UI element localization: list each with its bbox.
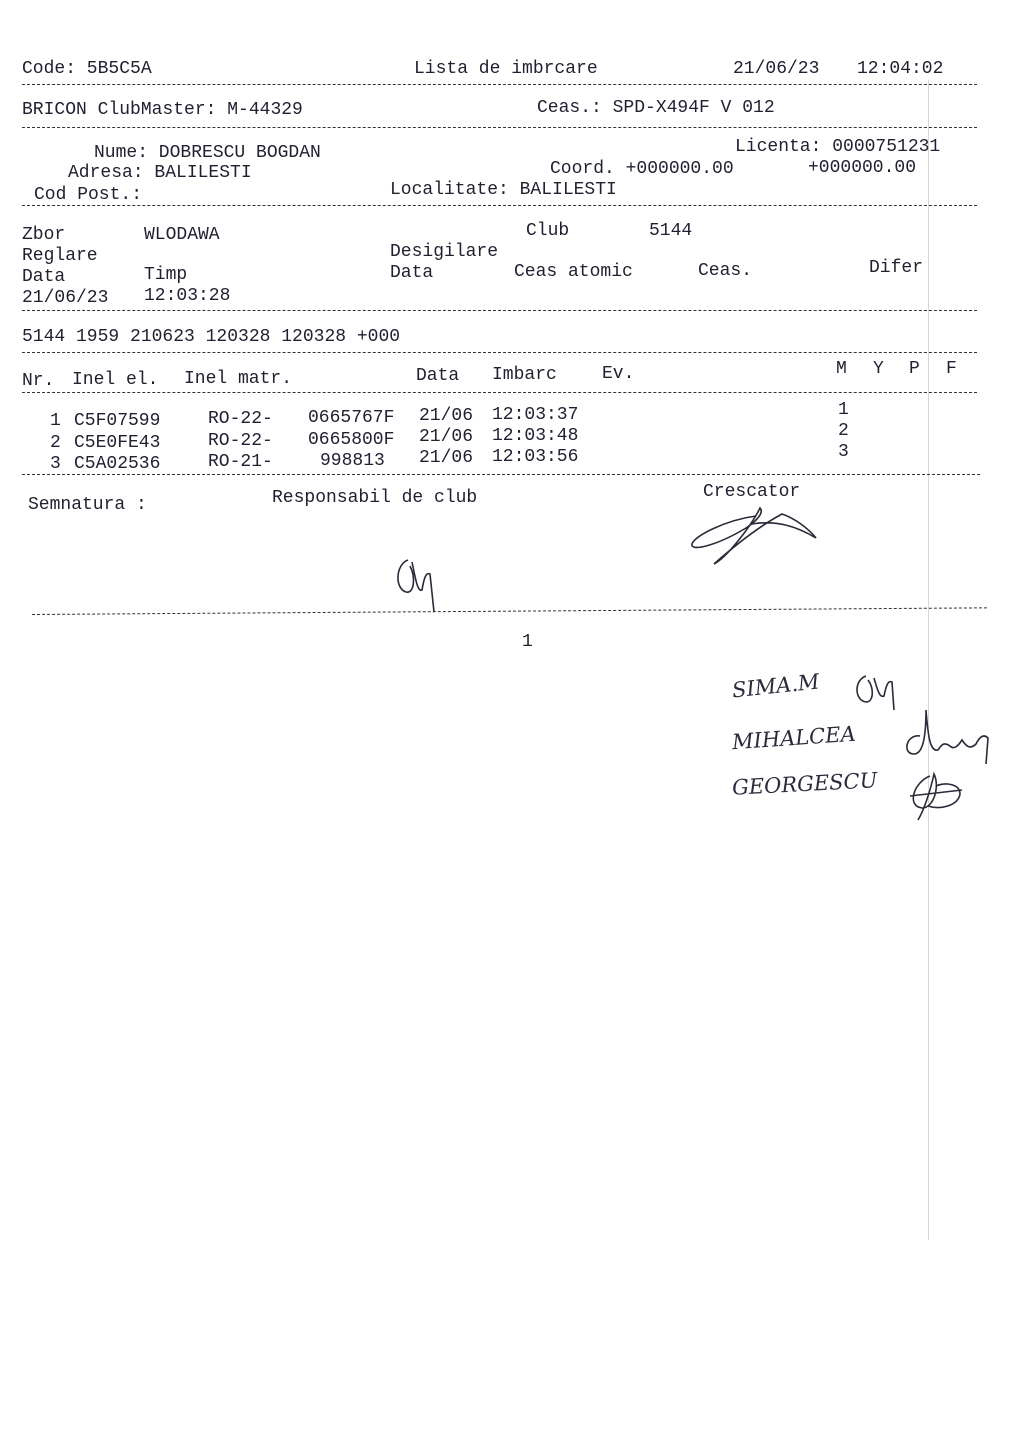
club-responsible-signature [392,552,452,627]
divider [32,607,987,615]
print-time: 12:04:02 [857,59,944,79]
handwritten-initials-2 [896,706,996,771]
row-time: 12:03:48 [492,426,579,446]
col-header-nr: Nr. [22,371,55,391]
row-series: RO-22- [208,409,273,429]
row-inel-el: C5E0FE43 [74,433,161,453]
row-date: 21/06 [419,406,474,426]
row-m: 2 [838,421,849,441]
club-responsible-label: Responsabil de club [272,488,478,508]
print-date: 21/06/23 [733,59,820,79]
owner-address: Adresa: BALILESTI [68,163,252,183]
owner-license: Licenta: 0000751231 [735,137,941,157]
row-series: RO-21- [208,452,273,472]
clock-label: Ceas. [698,261,753,281]
row-m: 3 [838,442,849,462]
col-header-imbarc: Imbarc [492,365,557,385]
flight-location: WLODAWA [144,225,220,245]
row-ring-number: 0665767F [308,408,395,428]
owner-coordinates-2: +000000.00 [808,158,917,178]
clock-id: Ceas.: SPD-X494F V 012 [537,98,775,118]
owner-coordinates: Coord. +000000.00 [550,159,734,179]
owner-locality: Localitate: BALILESTI [390,180,617,200]
document-title: Lista de imbrcare [414,59,598,79]
breeder-signature [686,498,826,583]
col-header-p: P [909,359,920,379]
divider [22,310,977,311]
col-header-f: F [946,359,957,379]
handwritten-initials-3 [900,766,970,831]
club-label: Club [526,221,570,241]
page-number: 1 [522,632,533,652]
row-date: 21/06 [419,448,474,468]
unseal-label: Desigilare [390,242,499,262]
setting-label: Reglare [22,246,98,266]
col-header-data: Data [416,366,460,386]
signature-label: Semnatura : [28,495,147,515]
document-code: Code: 5B5C5A [22,59,152,79]
clubmaster-id: BRICON ClubMaster: M-44329 [22,100,303,120]
col-header-y: Y [873,359,884,379]
divider [22,352,977,353]
divider [22,127,977,128]
row-series: RO-22- [208,431,273,451]
row-time: 12:03:56 [492,447,579,467]
date-label: Data [22,267,66,287]
row-date: 21/06 [419,427,474,447]
difference-label: Difer [869,258,924,278]
row-nr: 2 [50,433,61,453]
owner-name: Nume: DOBRESCU BOGDAN [94,143,321,163]
col-header-inel-matr: Inel matr. [184,369,293,389]
owner-postal-code: Cod Post.: [34,185,143,205]
row-ring-number: 0665800F [308,430,395,450]
row-nr: 3 [50,454,61,474]
setting-time: 12:03:28 [144,286,231,306]
handwritten-name-1: SIMA.M [730,669,821,703]
handwritten-name-2: MIHALCEA [731,721,857,755]
flight-label: Zbor [22,225,66,245]
row-inel-el: C5A02536 [74,454,161,474]
divider [22,474,980,475]
divider [22,205,977,206]
col-header-m: M [836,359,847,379]
divider [22,392,977,393]
handwritten-initials-1 [852,666,902,721]
row-m: 1 [838,400,849,420]
time-label: Timp [144,265,188,285]
breeder-label: Crescator [703,482,801,502]
divider [22,84,977,85]
row-nr: 1 [50,411,61,431]
row-ring-number: 998813 [320,451,385,471]
handwritten-name-3: GEORGESCU [731,768,878,800]
col-header-ev: Ev. [602,364,635,384]
row-inel-el: C5F07599 [74,411,161,431]
unseal-date-label: Data [390,263,434,283]
atomic-clock-label: Ceas atomic [514,262,633,282]
setting-date: 21/06/23 [22,288,109,308]
summary-code-line: 5144 1959 210623 120328 120328 +000 [22,327,401,347]
col-header-inel-el: Inel el. [72,370,159,390]
scan-artifact-line [928,80,929,1240]
club-number: 5144 [649,221,693,241]
row-time: 12:03:37 [492,405,579,425]
